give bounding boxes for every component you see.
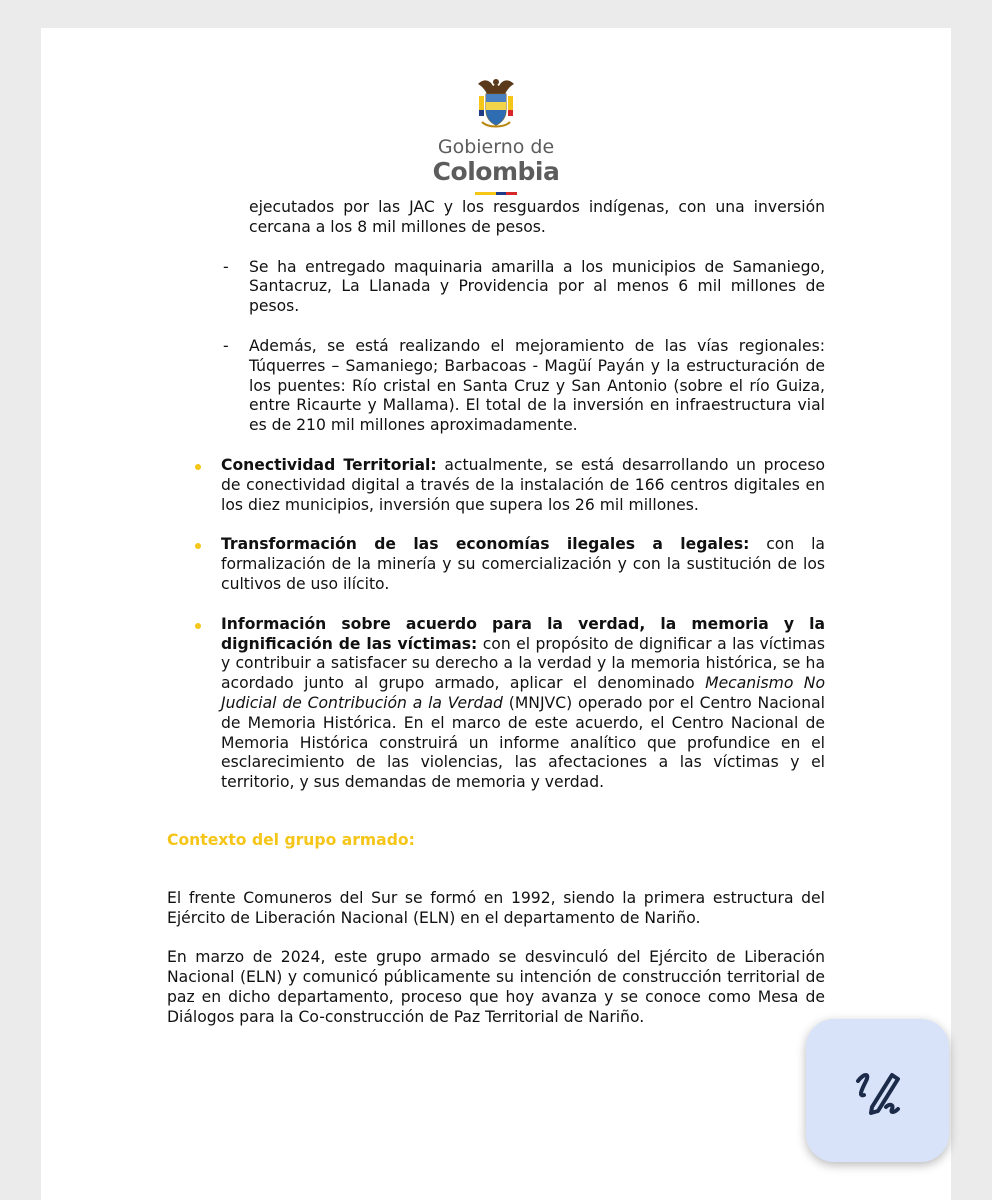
dash-marker: - <box>223 257 229 276</box>
colombia-flag-stripe <box>475 192 517 195</box>
list-item <box>223 336 825 436</box>
coat-of-arms-icon <box>474 76 518 130</box>
document-page <box>41 28 951 1200</box>
list-item-text: Se ha entregado maquinaria amarilla a los municipios de Samaniego, Santacruz, La Llanada y Providencia por al menos 6 mil millones de pesos. <box>249 257 825 316</box>
continuation-text: ejecutados por las JAC y los resguardos indígenas, con una inversión cercana a los 8 mil millones de pesos. <box>249 198 825 236</box>
document-body <box>167 198 825 1028</box>
bullet-title: Transformación de las economías ilegales a legales: <box>221 535 750 554</box>
logo-text-line1: Gobierno de <box>437 136 555 158</box>
list-item <box>223 257 825 317</box>
bullet-text: (MNJVC) operado por el Centro Nacional de Memoria Histórica. En el marco de este acuerdo, el Centro Nacional de Memoria Histórica construirá un informe analítico que profundice en el esclarecimiento de las violencias, las afectaciones a las víctimas y el territorio, y sus demandas de memoria y verdad. <box>221 693 825 792</box>
bullet-item-economies <box>221 535 825 594</box>
logo-text-line2: Colombia <box>432 157 560 186</box>
bullet-title: Conectividad Territorial: <box>221 455 437 474</box>
government-logo <box>41 76 951 195</box>
paragraph: En marzo de 2024, este grupo armado se desvinculó del Ejército de Liberación Nacional (ELN) y comunicó públicamente su intención de construcción territorial de paz en dicho departamento, proceso que hoy avanza y se conoce como Mesa de Diálogos para la Co-construcción de Paz Territorial de Nariño. <box>167 948 825 1026</box>
bullet-dot-icon <box>195 623 201 629</box>
bullet-title: Información sobre acuerdo para la verdad, la memoria y la dignificación de las víctimas: <box>221 614 825 653</box>
section-heading: Contexto del grupo armado: <box>167 830 415 849</box>
bullet-item-truth-agreement <box>221 615 825 793</box>
list-item-text: Además, se está realizando el mejoramiento de las vías regionales: Túquerres – Samaniego; Barbacoas - Magüí Payán y la estructuración de los puentes: Río cristal en Santa Cruz y San Antonio (sobre el río Guiza, entre Ricaurte y Mallama). El total de la inversión en infraestructura vial es de 210 mil millones aproximadamente. <box>249 336 825 435</box>
bullet-text: con la formalización de la minería y su comercialización y con la sustitución de los cultivos de uso ilícito. <box>221 535 825 593</box>
dash-marker: - <box>223 336 229 355</box>
bullet-text: con el propósito de dignificar a las víctimas y contribuir a satisfacer su derecho a la verdad y la memoria histórica, se ha acordado junto al grupo armado, aplicar el denominado <box>221 634 825 693</box>
bullet-dot-icon <box>195 464 201 470</box>
annotate-button[interactable] <box>806 1019 949 1162</box>
bullet-text: actualmente, se está desarrollando un proceso de conectividad digital a través de la instalación de 166 centros digitales en los diez municipios, inversión que supera los 26 mil millones. <box>221 455 825 514</box>
bullet-item-connectivity <box>221 456 825 515</box>
paragraph: El frente Comuneros del Sur se formó en 1992, siendo la primera estructura del Ejército de Liberación Nacional (ELN) en el departamento de Nariño. <box>167 888 825 927</box>
pen-scribble-icon <box>850 1063 906 1119</box>
bullet-dot-icon <box>195 543 201 549</box>
bullet-italic-text: Mecanismo No Judicial de Contribución a la Verdad <box>221 674 825 712</box>
